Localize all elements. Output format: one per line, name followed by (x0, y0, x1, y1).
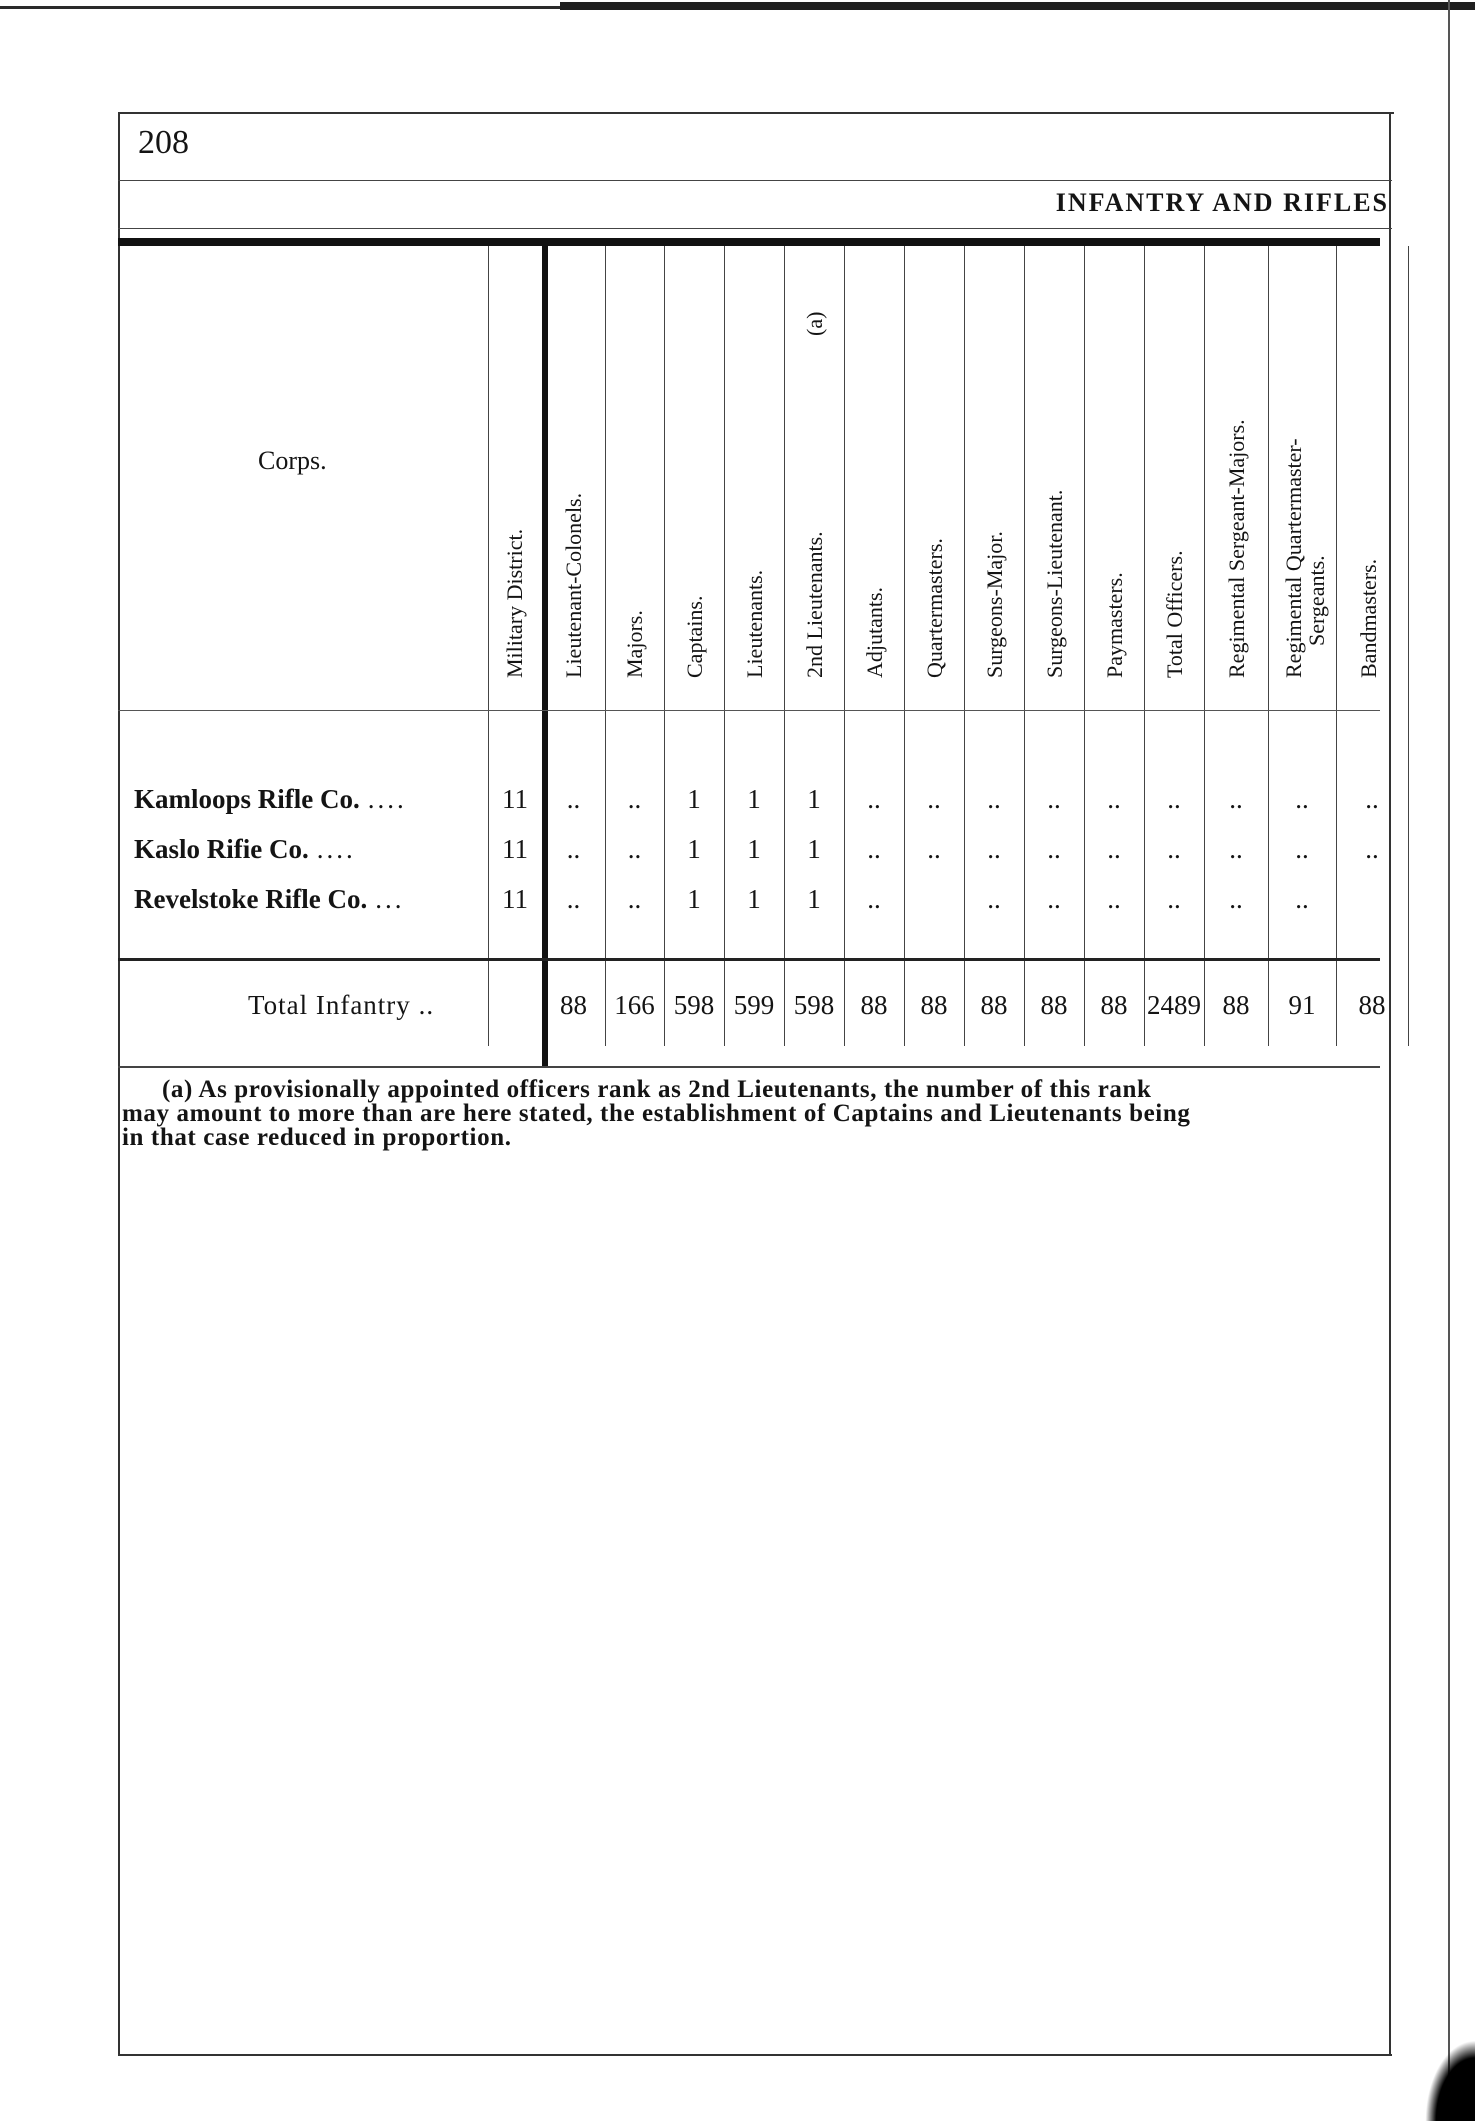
table-cell: 1 (807, 834, 821, 864)
column-header-quartermasters: Quartermasters. (922, 538, 947, 678)
column-header-2nd-lieutenants: 2nd Lieutenants. (802, 531, 827, 678)
table-top-rule (118, 238, 1380, 246)
column-divider (488, 246, 489, 1046)
column-divider (1204, 246, 1205, 1046)
footnote-rule (118, 1066, 1380, 1068)
column-header-note-a: (a) (802, 311, 827, 336)
table-cell: .. (627, 884, 642, 914)
column-header-adjutants: Adjutants. (862, 586, 887, 678)
column-divider (784, 246, 785, 1046)
table-cell: .. (1365, 834, 1379, 864)
table-cell: 166 (614, 990, 655, 1020)
table-row-label (134, 884, 404, 915)
column-divider (844, 246, 845, 1046)
table-cell: 88 (980, 990, 1008, 1020)
table-row-label (134, 784, 407, 815)
table-cell: .. (627, 834, 642, 864)
leader-dots: ... (375, 884, 405, 914)
table-cell: .. (1107, 784, 1121, 814)
column-divider (1144, 246, 1145, 1046)
table-cell: .. (1167, 784, 1181, 814)
table-cell: 598 (673, 990, 715, 1020)
column-header-regimental-sergeant-majors: Regimental Sergeant-Majors. (1224, 419, 1249, 678)
table-cell: 1 (747, 884, 761, 914)
column-divider (1024, 246, 1025, 1046)
leader-dots: .... (367, 784, 407, 814)
table-cell: 1 (687, 884, 701, 914)
table-cell: .. (1229, 884, 1243, 914)
table-cell: 1 (687, 784, 701, 814)
column-divider (1268, 246, 1269, 1046)
column-header-lieutenant-colonels: Lieutenant-Colonels. (561, 492, 586, 678)
table-cell: 2489 (1147, 990, 1201, 1020)
header-rule (118, 180, 1392, 181)
table-cell: 88 (1040, 990, 1068, 1020)
running-title: INFANTRY AND RIFLES (1055, 188, 1389, 217)
table-cell: 598 (793, 990, 835, 1020)
table-cell: .. (1107, 884, 1121, 914)
table-cell: 91 (1288, 990, 1316, 1020)
column-divider-thick (542, 246, 548, 1066)
binding-shadow (1425, 2040, 1475, 2121)
table-cell: .. (1107, 834, 1121, 864)
table-cell: .. (987, 784, 1001, 814)
column-header-surgeons-lieutenant: Surgeons-Lieutenant. (1042, 489, 1067, 678)
column-header-lieutenants: Lieutenants. (742, 569, 767, 678)
table-cell: 88 (1358, 990, 1386, 1020)
table-cell: 88 (860, 990, 888, 1020)
footnote-line: (a) As provisionally appointed officers rank as 2nd Lieutenants, the number of this rank (162, 1076, 1152, 1103)
leader-dots: .. (418, 990, 435, 1020)
table-cell: .. (566, 834, 581, 864)
table-cell: .. (1167, 834, 1181, 864)
table-cell: .. (867, 784, 881, 814)
table-cell: .. (1167, 884, 1181, 914)
table-cell: .. (927, 834, 941, 864)
total-top-rule (118, 958, 1380, 961)
leader-dots: .... (316, 834, 356, 864)
table-cell: .. (566, 884, 581, 914)
column-divider (1336, 246, 1337, 1046)
column-divider (904, 246, 905, 1046)
table-cell: .. (867, 884, 881, 914)
table-cell: 11 (502, 784, 528, 814)
column-header-rqms-line2: Sergeants. (1304, 555, 1329, 646)
corps-column-header: Corps. (258, 446, 327, 475)
table-cell: .. (987, 834, 1001, 864)
table-cell: 88 (1100, 990, 1128, 1020)
column-divider (664, 246, 665, 1046)
column-header-bandmasters: Bandmasters. (1356, 558, 1381, 678)
corps-name: Revelstoke Rifle Co. (134, 884, 368, 914)
title-rule (118, 228, 1392, 229)
footnote-line: in that case reduced in proportion. (122, 1124, 512, 1151)
table-cell: .. (1295, 834, 1309, 864)
page-frame-bottom (118, 2054, 1392, 2056)
table-cell: .. (927, 784, 941, 814)
table-cell: 11 (502, 884, 528, 914)
table-cell: .. (1047, 784, 1061, 814)
table-cell: .. (1229, 784, 1243, 814)
column-divider (1084, 246, 1085, 1046)
table-cell: .. (566, 784, 581, 814)
table-cell: 599 (733, 990, 775, 1020)
corps-name: Kamloops Rifle Co. (134, 784, 360, 814)
table-cell: .. (1365, 784, 1379, 814)
establishment-table (118, 246, 1386, 1066)
total-row-label (248, 990, 434, 1021)
table-cell: .. (1047, 884, 1061, 914)
table-cell: 88 (560, 990, 587, 1020)
total-label-text: Total Infantry (248, 990, 411, 1020)
column-divider (964, 246, 965, 1046)
footnote (122, 1078, 1392, 1150)
table-cell: .. (987, 884, 1001, 914)
table-cell: .. (1047, 834, 1061, 864)
page-number: 208 (138, 124, 189, 161)
column-header-military-district: Military District. (502, 528, 527, 678)
header-bottom-rule (118, 710, 1380, 711)
footnote-line: may amount to more than are here stated, the establishment of Captains and Lieutenants being (122, 1100, 1191, 1127)
table-cell: .. (1295, 784, 1309, 814)
column-header-surgeons-major: Surgeons-Major. (982, 531, 1007, 678)
table-cell: 1 (747, 834, 761, 864)
table-cell: 88 (1222, 990, 1250, 1020)
column-divider (1408, 246, 1409, 1046)
page-top-shadow (560, 2, 1475, 10)
corps-name: Kaslo Rifie Co. (134, 834, 309, 864)
table-cell: .. (1229, 834, 1243, 864)
table-cell: 88 (920, 990, 948, 1020)
table-cell: .. (627, 784, 642, 814)
table-cell: 11 (502, 834, 528, 864)
column-header-total-officers: Total Officers. (1162, 550, 1187, 678)
table-cell: 1 (807, 884, 821, 914)
table-cell: .. (1295, 884, 1309, 914)
binding-edge (1448, 0, 1450, 2121)
table-row-label (134, 834, 356, 865)
column-header-paymasters: Paymasters. (1102, 572, 1127, 678)
table-cell: 1 (747, 784, 761, 814)
column-header-majors: Majors. (622, 610, 647, 678)
column-header-captains: Captains. (682, 595, 707, 678)
column-divider (724, 246, 725, 1046)
column-header-rqms-line1: Regimental Quartermaster- (1281, 438, 1306, 678)
table-cell: .. (867, 834, 881, 864)
table-cell: 1 (807, 784, 821, 814)
column-divider (605, 246, 606, 1046)
table-cell: 1 (687, 834, 701, 864)
